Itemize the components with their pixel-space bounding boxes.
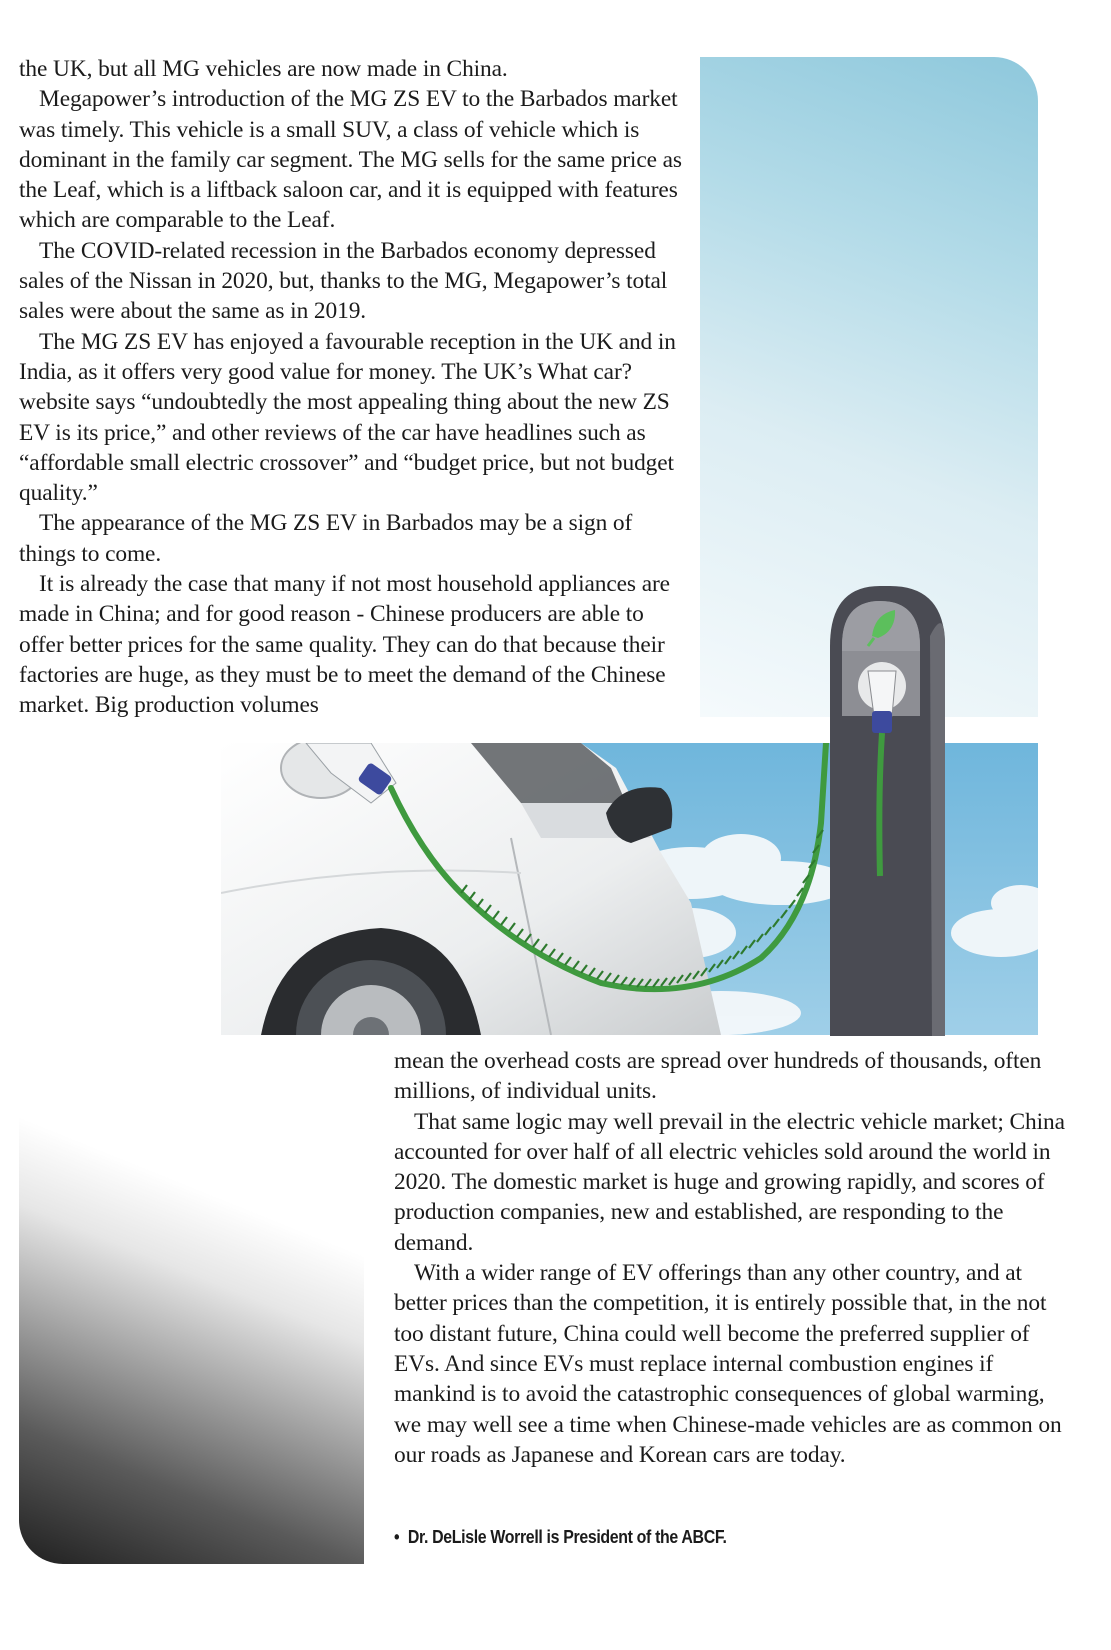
article-column-bottom xyxy=(394,1046,1074,1470)
paragraph: That same logic may well prevail in the electric vehicle market; China accounted for over half of all electric vehicles sold around the world in 2020. The domestic market is huge and growing rapidly, and scores of production companies, new and established, are responding to the demand. xyxy=(394,1108,1065,1256)
charging-station-illustration xyxy=(820,576,960,1036)
article-column-top xyxy=(19,54,684,721)
gradient-decorative-panel xyxy=(19,1082,364,1564)
bullet-icon: • xyxy=(394,1526,400,1547)
byline-text: Dr. DeLisle Worrell is President of the ABCF. xyxy=(407,1526,727,1547)
paragraph: It is already the case that many if not most household appliances are made in China; and for good reason - Chinese producers are able to offer better prices for the same quality. They can do that because their factories are huge, as they must be to meet the demand of the Chinese market. Big production volumes xyxy=(19,571,670,719)
author-byline xyxy=(394,1526,727,1548)
paragraph: mean the overhead costs are spread over hundreds of thousands, often millions, of individual units. xyxy=(394,1048,1042,1105)
paragraph: the UK, but all MG vehicles are now made in China. xyxy=(19,56,508,82)
charging-station xyxy=(820,576,960,1036)
paragraph: The MG ZS EV has enjoyed a favourable reception in the UK and in India, as it offers very good value for money. The UK’s What car? website says “undoubtedly the most appealing thing about the new ZS EV is its price,” and other reviews of the car have headlines such as “affordable small electric crossover” and “budget price, but not budget quality.” xyxy=(19,328,676,507)
paragraph: Megapower’s introduction of the MG ZS EV to the Barbados market was timely. This vehicle is a small SUV, a class of vehicle which is dominant in the family car segment. The MG sells for the same price as the Leaf, which is a liftback saloon car, and it is equipped with features which are comparable to the Leaf. xyxy=(19,86,682,234)
paragraph: The COVID-related recession in the Barbados economy depressed sales of the Nissan in 2020, but, thanks to the MG, Megapower’s total sales were about the same as in 2019. xyxy=(19,237,668,325)
paragraph: The appearance of the MG ZS EV in Barbados may be a sign of things to come. xyxy=(19,510,633,567)
paragraph: With a wider range of EV offerings than any other country, and at better prices than the competition, it is entirely possible that, in the not too distant future, China could well become the preferred supplier of EVs. And since EVs must replace internal combustion engines if mankind is to avoid the catastrophic consequences of global warming, we may well see a time when Chinese-made vehicles are as common on our roads as Japanese and Korean cars are today. xyxy=(394,1260,1062,1468)
